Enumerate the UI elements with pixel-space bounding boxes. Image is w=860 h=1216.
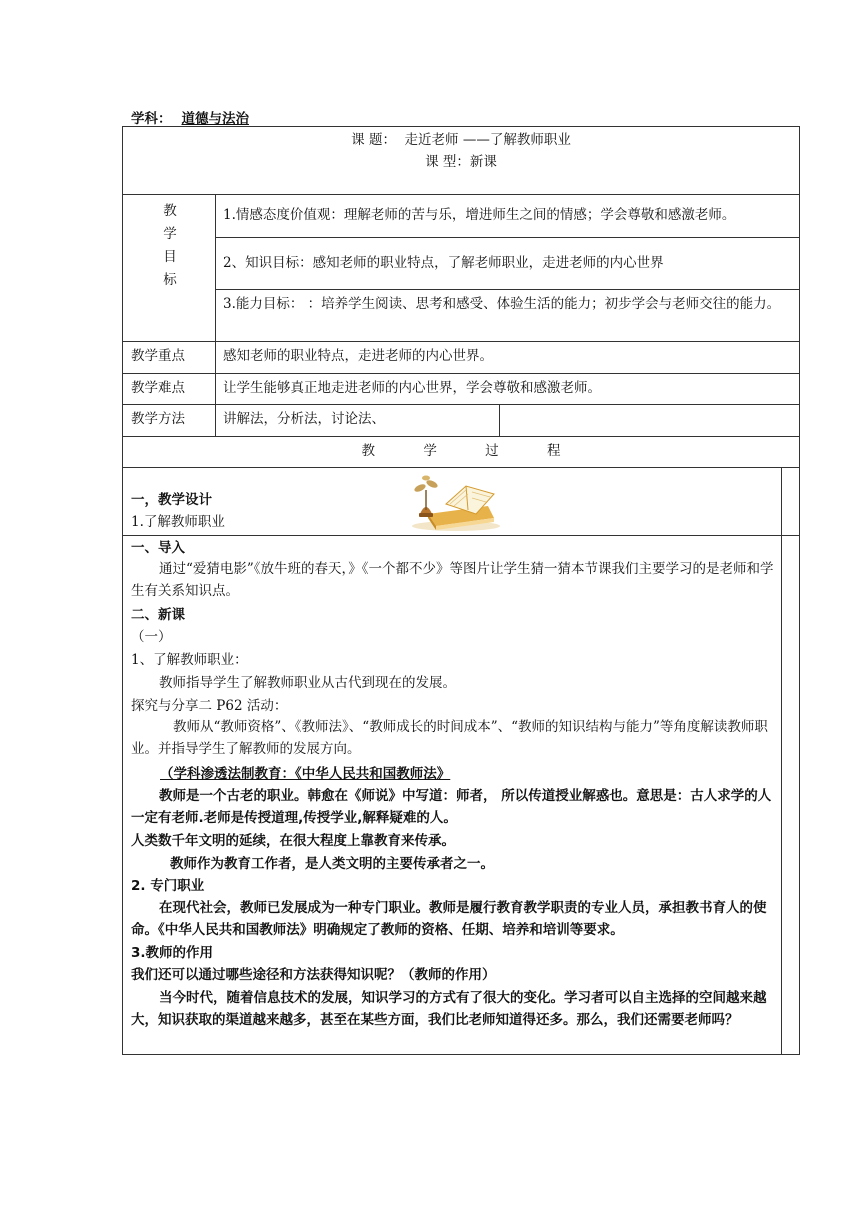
objectives-label xyxy=(158,200,182,292)
new-lesson-title: 二、新课 xyxy=(131,607,185,623)
question-text: 我们还可以通过哪些途径和方法获得知识呢？（教师的作用） xyxy=(131,967,496,983)
explore-text: 教师从“教师资格”、《教师法》、“教师成长的时间成本”、“教师的知识结构与能力”等角度解读教师职业。并指导学生了解教师的发展方向。 xyxy=(131,719,768,757)
row-divider xyxy=(215,237,800,238)
law-note: （学科渗透法制教育：《中华人民共和国教师法》 xyxy=(160,766,451,782)
method-label: 教学方法 xyxy=(131,411,185,427)
key-point-value: 感知老师的职业特点，走进老师的内心世界。 xyxy=(223,348,493,364)
row-divider xyxy=(122,194,800,195)
ancient-text: 教师是一个古老的职业。韩愈在《师说》中写道：师者， 所以传道授业解惑也。意思是：古人求学的人一定有老师.老师是传授道理,传授学业,解释疑难的人。 xyxy=(131,788,772,826)
row-divider xyxy=(122,436,800,437)
row-divider xyxy=(122,467,800,468)
row-divider xyxy=(122,535,800,536)
item-2-text: 在现代社会，教师已发展成为一种专门职业。教师是履行教育教学职责的专业人员，承担教书育人的使命。《中华人民共和国教师法》明确规定了教师的资格、任期、培养和培训等要求。 xyxy=(131,900,767,938)
process-char: 学 xyxy=(423,443,437,459)
topic-label: 课 题： xyxy=(351,132,396,148)
explore-title: 探究与分享二 P62 活动： xyxy=(131,698,288,714)
process-char: 程 xyxy=(546,443,561,459)
subject-label: 学科： xyxy=(131,111,172,127)
col-divider xyxy=(215,194,216,436)
row-divider xyxy=(122,373,800,374)
difficulty-label: 教学难点 xyxy=(131,380,185,396)
method-value: 讲解法，分析法，讨论法、 xyxy=(223,411,385,427)
objective-3: 3.能力目标： ：培养学生阅读、思考和感受、体验生活的能力；初步学会与老师交往的能力。 xyxy=(223,296,781,312)
books-illustration xyxy=(406,470,502,532)
item-2-title: 2. 专门职业 xyxy=(131,878,205,894)
objectives-char: 教 xyxy=(163,203,177,219)
civilization-text: 人类数千年文明的延续，在很大程度上靠教育来传承。 xyxy=(131,833,455,849)
item-1-text: 教师指导学生了解教师职业从古代到现在的发展。 xyxy=(159,675,456,691)
process-char: 过 xyxy=(485,443,499,459)
col-divider xyxy=(781,467,782,1055)
objectives-char: 学 xyxy=(163,226,177,242)
row-divider xyxy=(215,289,800,290)
process-heading xyxy=(122,440,800,462)
topic-value: 走近老师 ——了解教师职业 xyxy=(404,132,571,148)
subject-line xyxy=(131,107,263,127)
design-heading: 一，教学设计 xyxy=(131,492,212,508)
part-1: （一） xyxy=(131,629,172,645)
item-1-title: 1、了解教师职业： xyxy=(131,652,248,668)
key-point-label: 教学重点 xyxy=(131,348,185,364)
process-char: 教 xyxy=(361,443,376,459)
subject-value: 道德与法治 xyxy=(181,111,249,127)
modern-text: 当今时代，随着信息技术的发展，知识学习的方式有了很大的变化。学习者可以自主选择的空间越来越大，知识获取的渠道越来越多，甚至在某些方面，我们比老师知道得还多。那么，我们还需要老师吗？ xyxy=(131,990,767,1028)
objective-1: 1.情感态度价值观：理解老师的苦与乐，增进师生之间的情感；学会尊敬和感激老师。 xyxy=(223,207,736,223)
type-value: 新课 xyxy=(469,154,497,170)
item-3-title: 3.教师的作用 xyxy=(131,945,214,961)
row-divider xyxy=(122,341,800,342)
intro-text: 通过“爱猜电影”《放牛班的春天，》《一个都不少》等图片让学生猜一猜本节课我们主要学习的是老师和学生有关系知识点。 xyxy=(131,561,774,599)
objective-2: 2、知识目标：感知老师的职业特点，了解老师职业，走进老师的内心世界 xyxy=(223,255,664,271)
intro-title: 一、导入 xyxy=(131,540,185,556)
type-line xyxy=(122,151,800,173)
type-label: 课 型： xyxy=(425,154,470,170)
topic-line xyxy=(122,129,800,151)
col-divider xyxy=(499,404,500,436)
objectives-char: 目 xyxy=(163,249,177,265)
objectives-char: 标 xyxy=(163,272,177,288)
design-sub: 1.了解教师职业 xyxy=(131,514,225,530)
worker-text: 教师作为教育工作者，是人类文明的主要传承者之一。 xyxy=(170,856,494,872)
difficulty-value: 让学生能够真正地走进老师的内心世界，学会尊敬和感激老师。 xyxy=(223,380,601,396)
row-divider xyxy=(122,404,800,405)
